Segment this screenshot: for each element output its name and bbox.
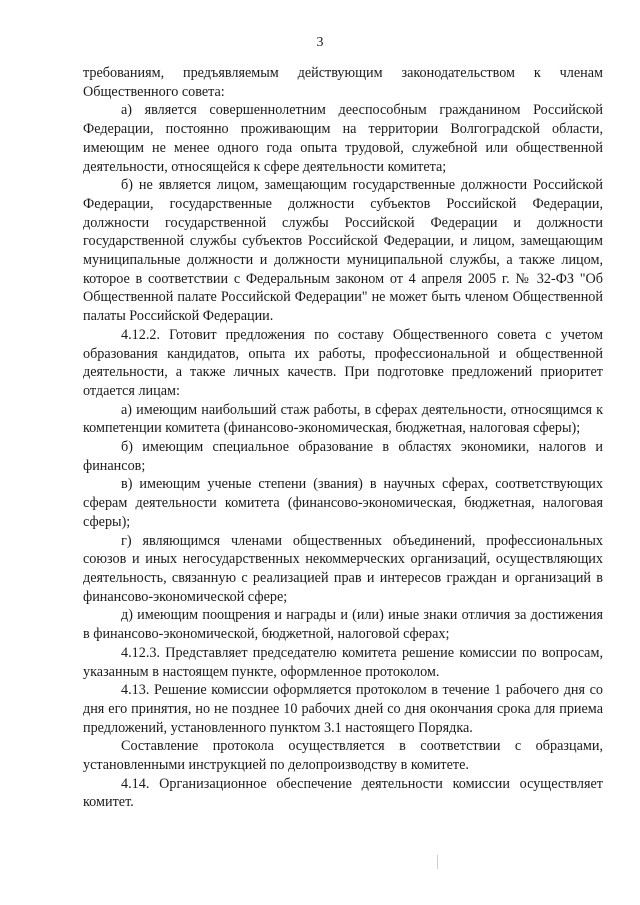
paragraph-priority-d: г) являющимся членами общественных объединений, профессиональных союзов и иных негосударственных некоммерческих организаций, осуществляющих деятельность, связанную с реализацией прав и интересов граждан и организаций в финансово-экономической сфере; [83, 532, 603, 605]
paragraph-continuation: требованиям, предъявляемым действующим законодательством к членам Общественного совета: [83, 65, 603, 100]
paragraph-protocol: Составление протокола осуществляется в соответствии с образцами, установленными инструкцией по делопроизводству в комитете. [83, 738, 603, 774]
paragraph-priority-a: а) имеющим наибольший стаж работы, в сферах деятельности, относящимся к компетенции комитета (финансово-экономическая, бюджетная, налоговая сферы); [83, 401, 603, 437]
paragraph-priority-c: в) имеющим ученые степени (звания) в научных сферах, соответствующих сферам деятельности комитета (финансово-экономическая, бюджетная, налоговая сферы); [83, 476, 603, 530]
document-body [83, 64, 603, 812]
paragraph-4-13: 4.13. Решение комиссии оформляется протоколом в течение 1 рабочего дня со дня его принятия, но не позднее 10 рабочих дней со дня окончания срока для приема предложений, установленного пунктом 3.1 настоящего Порядка. [83, 682, 603, 736]
paragraph-item-b: б) не является лицом, замещающим государственные должности Российской Федерации, государственные должности субъектов Российской Федерации, должности государственной службы Российской Федерации и должности государственной службы субъектов Российской Федерации, и лицом, замещающим муниципальные должности и должности муниципальной службы, а также лицом, которое в соответствии с Федеральным законом от 4 апреля 2005 г. № 32-ФЗ "Об Общественной палате Российской Федерации" не может быть членом Общественной палаты Российской Федерации. [83, 177, 603, 325]
paragraph-item-a: а) является совершеннолетним дееспособным гражданином Российской Федерации, постоянно проживающим на территории Волгоградской области, имеющим не менее одного года опыта трудовой, служебной или общественной деятельности, относящейся к сфере деятельности комитета; [83, 102, 603, 175]
paragraph-4-12-2: 4.12.2. Готовит предложения по составу Общественного совета с учетом образования кандидатов, опыта их работы, профессиональной и общественной деятельности, а также личных качеств. При подготовке предложений приоритет отдается лицам: [83, 326, 603, 399]
paragraph-4-14: 4.14. Организационное обеспечение деятельности комиссии осуществляет комитет. [83, 775, 603, 811]
paragraph-priority-b: б) имеющим специальное образование в областях экономики, налогов и финансов; [83, 439, 603, 474]
page-number: 3 [316, 35, 324, 50]
paragraph-priority-e: д) имеющим поощрения и награды и (или) иные знаки отличия за достижения в финансово-экономической, бюджетной, налоговой сферах; [83, 607, 603, 643]
paragraph-4-12-3: 4.12.3. Представляет председателю комитета решение комиссии по вопросам, указанным в настоящем пункте, оформленное протоколом. [83, 644, 603, 680]
scan-artifact [437, 855, 438, 869]
